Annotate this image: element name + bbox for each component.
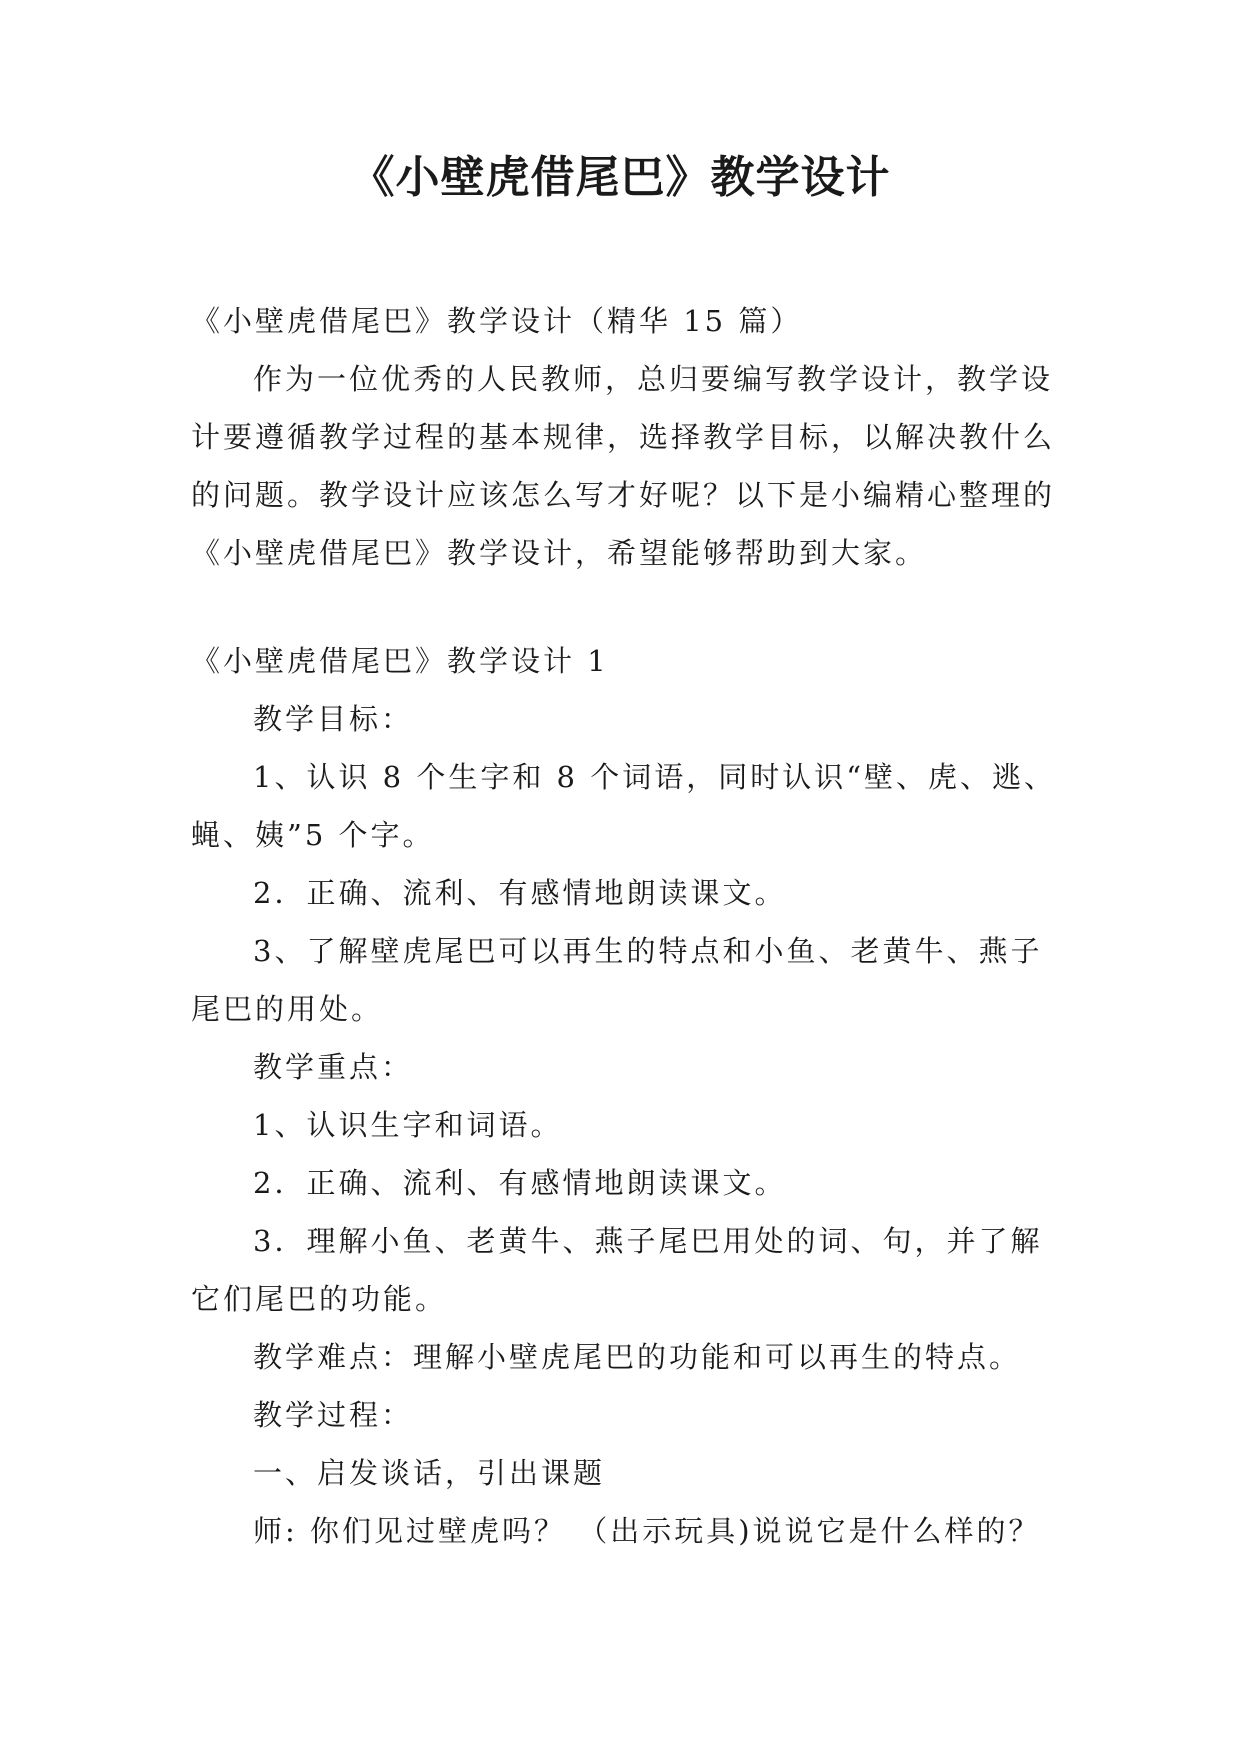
paragraph-key-point-1: 1、认识生字和词语。 — [253, 1108, 563, 1142]
paragraph-objective-1: 1、认识 8 个生字和 8 个词语，同时认识“壁、虎、逃、蝇、姨”5 个字。 — [191, 760, 1057, 852]
section-heading: 《小壁虎借尾巴》教学设计 1 — [191, 644, 609, 678]
paragraph-objective-3: 3、了解壁虎尾巴可以再生的特点和小鱼、老黄牛、燕子尾巴的用处。 — [191, 934, 1043, 1026]
document-title: 《小壁虎借尾巴》教学设计 — [350, 152, 891, 203]
paragraph-key-points-heading: 教学重点： — [253, 1050, 414, 1084]
paragraph-key-point-3: 3．理解小鱼、老黄牛、燕子尾巴用处的词、句，并了解它们尾巴的功能。 — [191, 1224, 1043, 1316]
paragraph-objective-2: 2．正确、流利、有感情地朗读课文。 — [253, 876, 787, 910]
paragraph-teacher-dialogue: 师: 你们见过壁虎吗？ （出示玩具)说说它是什么样的？ — [253, 1514, 1041, 1548]
paragraph-key-point-2: 2．正确、流利、有感情地朗读课文。 — [253, 1166, 787, 1200]
paragraph-objectives-heading: 教学目标： — [253, 702, 414, 736]
paragraph-process-heading: 教学过程： — [253, 1398, 414, 1432]
document-subtitle: 《小壁虎借尾巴》教学设计（精华 15 篇） — [191, 304, 803, 338]
paragraph-difficulty: 教学难点：理解小壁虎尾巴的功能和可以再生的特点。 — [253, 1340, 1022, 1374]
document-body — [191, 292, 1071, 1560]
section-gap — [191, 582, 1071, 632]
paragraph-step-1-heading: 一、启发谈话，引出课题 — [253, 1456, 606, 1490]
intro-paragraph: 作为一位优秀的人民教师，总归要编写教学设计，教学设计要遵循教学过程的基本规律，选择教学目标，以解决教什么的问题。教学设计应该怎么写才好呢？以下是小编精心整理的《小壁虎借尾巴》教学设计，希望能够帮助到大家。 — [191, 362, 1056, 570]
